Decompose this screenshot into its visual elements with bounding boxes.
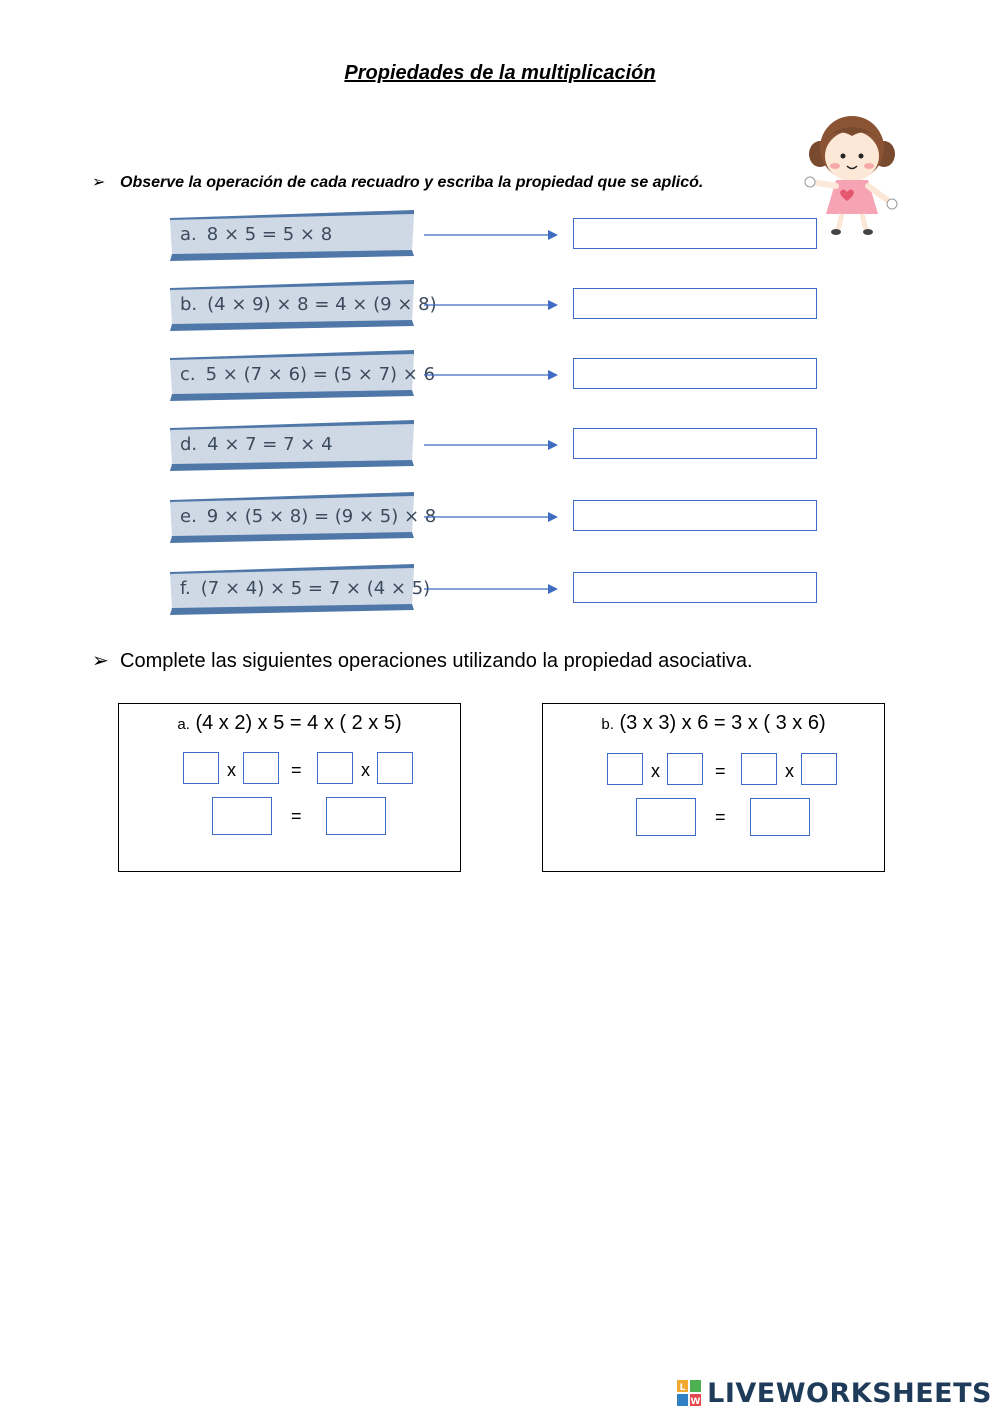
operation-strip: [170, 562, 431, 616]
connector-arrow-icon: [424, 582, 560, 594]
operation-expression: a. 8 × 5 = 5 × 8: [180, 224, 333, 245]
liveworksheets-logo-icon: [677, 1380, 701, 1406]
equals-sign: =: [291, 760, 302, 780]
answer-square[interactable]: [667, 753, 703, 785]
answer-square[interactable]: [741, 753, 777, 785]
bullet-arrow-icon: ➢: [92, 650, 109, 672]
connector-arrow-icon: [424, 510, 560, 522]
operation-strip: [170, 418, 416, 472]
answer-square[interactable]: [750, 798, 810, 836]
connector-arrow-icon: [424, 438, 560, 450]
operation-expression: c. 5 × (7 × 6) = (5 × 7) × 6: [180, 364, 436, 385]
exercise-box-a: [118, 703, 461, 872]
exercise-box-b: [542, 703, 885, 872]
exercise-heading: a. (4 x 2) x 5 = 4 x ( 2 x 5): [177, 712, 402, 734]
answer-square[interactable]: [317, 752, 353, 784]
liveworksheets-logo: [677, 1376, 992, 1410]
operation-strip: [170, 208, 416, 262]
page-title: Propiedades de la multiplicación: [344, 62, 656, 84]
property-answer-box[interactable]: [573, 288, 817, 319]
svg-text:L: L: [679, 1383, 686, 1393]
answer-square[interactable]: [607, 753, 643, 785]
svg-text:W: W: [690, 1397, 701, 1406]
instruction-associative: ➢ Complete las siguientes operaciones utilizando la propiedad asociativa.: [92, 650, 753, 672]
operation-expression: e. 9 × (5 × 8) = (9 × 5) × 8: [180, 506, 437, 527]
operation-strip: [170, 348, 436, 402]
connector-arrow-icon: [424, 228, 560, 240]
answer-square[interactable]: [636, 798, 696, 836]
operation-strip: [170, 490, 437, 544]
answer-square[interactable]: [183, 752, 219, 784]
property-answer-box[interactable]: [573, 358, 817, 389]
exercise-heading: b. (3 x 3) x 6 = 3 x ( 3 x 6): [601, 712, 826, 734]
connector-arrow-icon: [424, 368, 560, 380]
property-answer-box[interactable]: [573, 428, 817, 459]
times-sign: x: [227, 760, 236, 780]
operation-strip: [170, 278, 437, 332]
answer-square[interactable]: [326, 797, 386, 835]
times-sign: x: [361, 760, 370, 780]
equals-sign: =: [715, 807, 726, 827]
times-sign: x: [785, 761, 794, 781]
operation-expression: d. 4 × 7 = 7 × 4: [180, 434, 333, 455]
instruction-identify-property: ➢ Observe la operación de cada recuadro y escriba la propiedad que se aplicó.: [92, 174, 704, 191]
equals-sign: =: [291, 806, 302, 826]
equals-sign: =: [715, 761, 726, 781]
property-answer-box[interactable]: [573, 572, 817, 603]
property-answer-box[interactable]: [573, 500, 817, 531]
brand-name: LIVEWORKSHEETS: [707, 1377, 992, 1409]
answer-square[interactable]: [243, 752, 279, 784]
operation-expression: f. (7 × 4) × 5 = 7 × (4 × 5): [180, 578, 431, 599]
answer-square[interactable]: [212, 797, 272, 835]
operation-expression: b. (4 × 9) × 8 = 4 × (9 × 8): [180, 294, 437, 315]
answer-square[interactable]: [377, 752, 413, 784]
property-answer-box[interactable]: [573, 218, 817, 249]
times-sign: x: [651, 761, 660, 781]
answer-square[interactable]: [801, 753, 837, 785]
bullet-arrow-icon: ➢: [92, 174, 106, 191]
connector-arrow-icon: [424, 298, 560, 310]
